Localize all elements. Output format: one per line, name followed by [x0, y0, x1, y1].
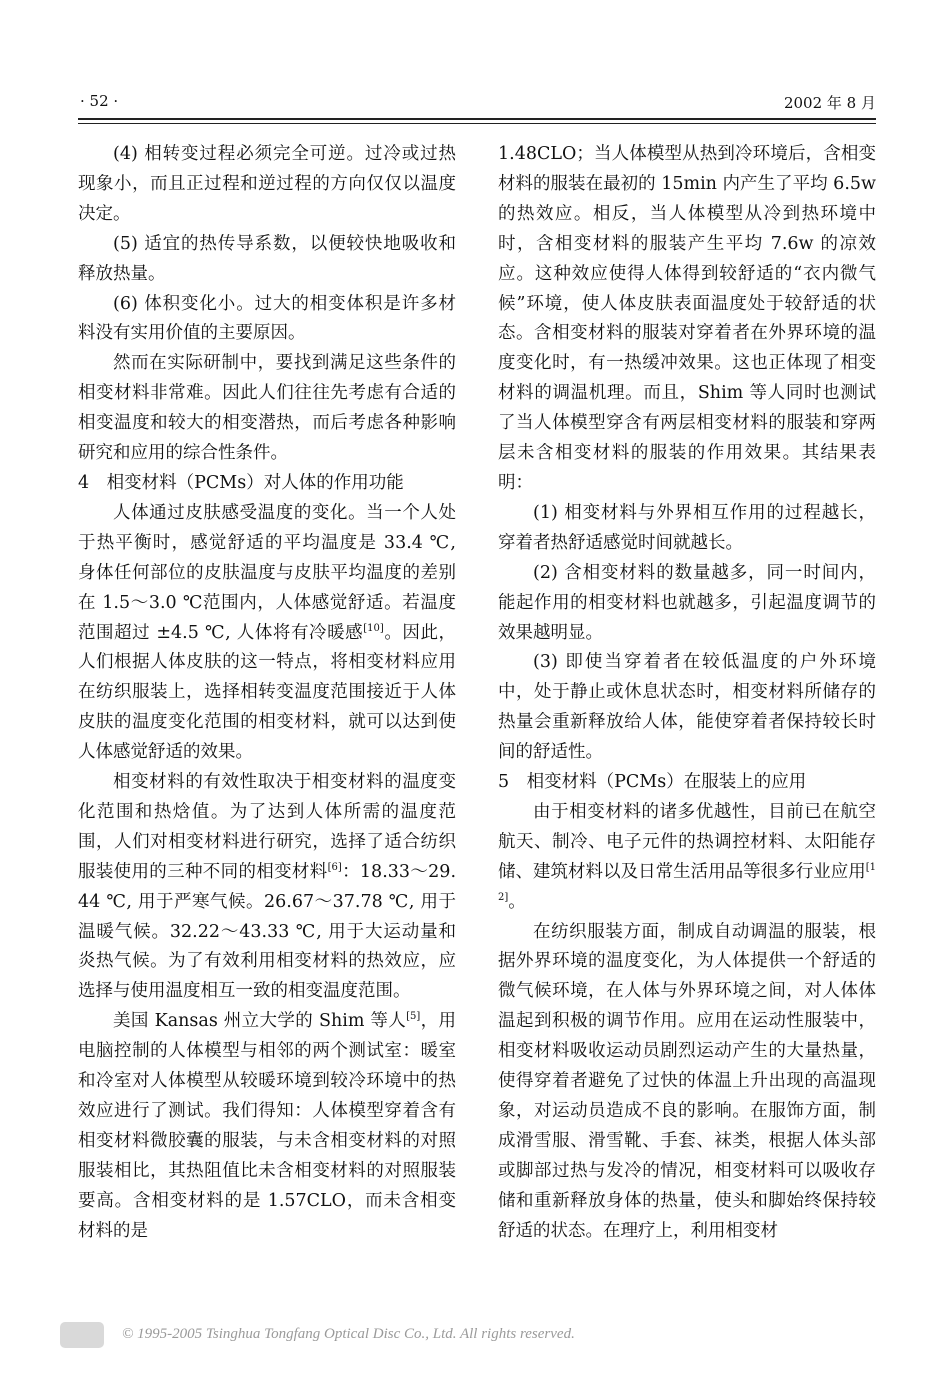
- paragraph: [78, 1007, 456, 1246]
- publisher-logo-icon: [60, 1322, 104, 1348]
- header-rule-thick: [78, 118, 876, 120]
- paragraph-text: (2) 含相变材料的数量越多，同一时间内，能起作用的相变材料也就越多，引起温度调节的效果越明显。: [498, 562, 876, 643]
- paragraph: [78, 230, 456, 290]
- paragraph-text: (5) 适宜的热传导系数，以便较快地吸收和释放热量。: [78, 233, 456, 284]
- copyright-notice: © 1995-2005 Tsinghua Tongfang Optical Disc Co., Ltd. All rights reserved.: [122, 1326, 575, 1342]
- right-column: [498, 140, 876, 1247]
- section-heading: [498, 768, 876, 798]
- paragraph-text-tail: 。: [508, 891, 526, 912]
- citation-ref: [6]: [327, 861, 342, 873]
- paragraph: [78, 290, 456, 350]
- paragraph-text-tail: ，用电脑控制的人体模型与相邻的两个测试室：暖室和冷室对人体模型从较暖环境到较冷环境中的热效应进行了测试。我们得知：人体模型穿着含有相变材料微胶囊的服装，与未含相变材料的对照服装相比，其热阻值比未含相变材料的对照服装要高。含相变材料的是 1.57CLO，而未含相变材料的是: [78, 1011, 457, 1241]
- paragraph: [498, 499, 876, 559]
- paragraph: [78, 349, 456, 469]
- page-header: [80, 92, 876, 114]
- citation-ref: [10]: [363, 622, 384, 634]
- paragraph-text: 人体通过皮肤感受温度的变化。当一个人处于热平衡时，感觉舒适的平均温度是 33.4 ℃, 身体任何部位的皮肤温度与皮肤平均温度的差别在 1.5～3.0 ℃范围内，人体感觉舒适。若温度范围超过 ±4.5 ℃, 人体将有冷暖感: [78, 502, 456, 643]
- citation-ref: [5]: [406, 1011, 421, 1023]
- paragraph-text-tail: 。因此，人们根据人体皮肤的这一特点，将相变材料应用在纺织服装上，选择相转变温度范围接近于人体皮肤的温度变化范围的相变材料，就可以达到使人体感觉舒适的效果。: [78, 622, 457, 763]
- paragraph: [498, 559, 876, 649]
- paragraph: [498, 798, 876, 918]
- page-number: · 52 ·: [80, 92, 119, 110]
- paragraph-text: 在纺织服装方面，制成自动调温的服装，根据外界环境的温度变化，为人体提供一个舒适的微气候环境，在人体与外界环境之间，对人体体温起到积极的调节作用。应用在运动性服装中，相变材料吸收运动员剧烈运动产生的大量热量，使得穿着者避免了过快的体温上升出现的高温现象，对运动员造成不良的影响。在服饰方面，制成滑雪服、滑雪靴、手套、袜类，根据人体头部或脚部过热与发冷的情况，相变材料可以吸收存储和重新释放身体的热量，使头和脚始终保持较舒适的状态。在理疗上，利用相变材: [498, 921, 876, 1241]
- paragraph-text-tail: ：18.33～29.44 ℃, 用于严寒气候。26.67～37.78 ℃, 用于温暖气候。32.22～43.33 ℃, 用于大运动量和炎热气候。为了有效利用相变材料的热效应，应选择与使用温度相互一致的相变温度范围。: [78, 861, 457, 1002]
- paragraph: [498, 648, 876, 768]
- left-column: [78, 140, 456, 1247]
- paragraph-text: (6) 体积变化小。过大的相变体积是许多材料没有实用价值的主要原因。: [78, 293, 456, 344]
- paragraph: [78, 140, 456, 230]
- paragraph-text: 由于相变材料的诸多优越性，目前已在航空航天、制冷、电子元件的热调控材料、太阳能存储、建筑材料以及日常生活用品等很多行业应用: [498, 801, 876, 882]
- section-heading: [78, 469, 456, 499]
- paragraph-text: 5 相变材料（PCMs）在服装上的应用: [498, 772, 807, 793]
- paragraph-text: 相变材料的有效性取决于相变材料的温度变化范围和热焓值。为了达到人体所需的温度范围，人们对相变材料进行研究，选择了适合纺织服装使用的三种不同的相变材料: [78, 772, 456, 882]
- paragraph: [78, 499, 456, 768]
- paragraph: [498, 140, 876, 499]
- paragraph-text: 美国 Kansas 州立大学的 Shim 等人: [113, 1011, 407, 1032]
- paragraph-text: 然而在实际研制中，要找到满足这些条件的相变材料非常难。因此人们往往先考虑有合适的相变温度和较大的相变潜热，而后考虑各种影响研究和应用的综合性条件。: [78, 353, 456, 464]
- paragraph-text: (3) 即使当穿着者在较低温度的户外环境中，处于静止或休息状态时，相变材料所储存的热量会重新释放给人体，能使穿着者保持较长时间的舒适性。: [498, 652, 876, 763]
- paragraph: [498, 918, 876, 1247]
- paragraph: [78, 768, 456, 1007]
- paragraph-text: (1) 相变材料与外界相互作用的过程越长，穿着者热舒适感觉时间就越长。: [498, 502, 876, 553]
- citation-ref: [12]: [498, 861, 876, 903]
- header-rule-thin: [78, 123, 876, 124]
- paragraph-text: 4 相变材料（PCMs）对人体的作用功能: [78, 472, 404, 493]
- paragraph-text: 1.48CLO；当人体模型从热到冷环境后，含相变材料的服装在最初的 15min 内产生了平均 6.5w 的热效应。相反，当人体模型从冷到热环境中时，含相变材料的服装产生平均 7.6w 的凉效应。这种效应使得人体得到较舒适的“衣内微气候”环境，使人体皮肤表面温度处于较舒适的状态。含相变材料的服装对穿着者在外界环境的温度变化时，有一热缓冲效果。这也正体现了相变材料的调温机理。而且，Shim 等人同时也测试了当人体模型穿含有两层相变材料的服装和穿两层未含相变材料的服装的作用效果。其结果表明：: [498, 144, 876, 493]
- issue-date: 2002 年 8 月: [783, 94, 876, 112]
- paragraph-text: (4) 相转变过程必须完全可逆。过冷或过热现象小，而且正过程和逆过程的方向仅仅以温度决定。: [78, 144, 456, 224]
